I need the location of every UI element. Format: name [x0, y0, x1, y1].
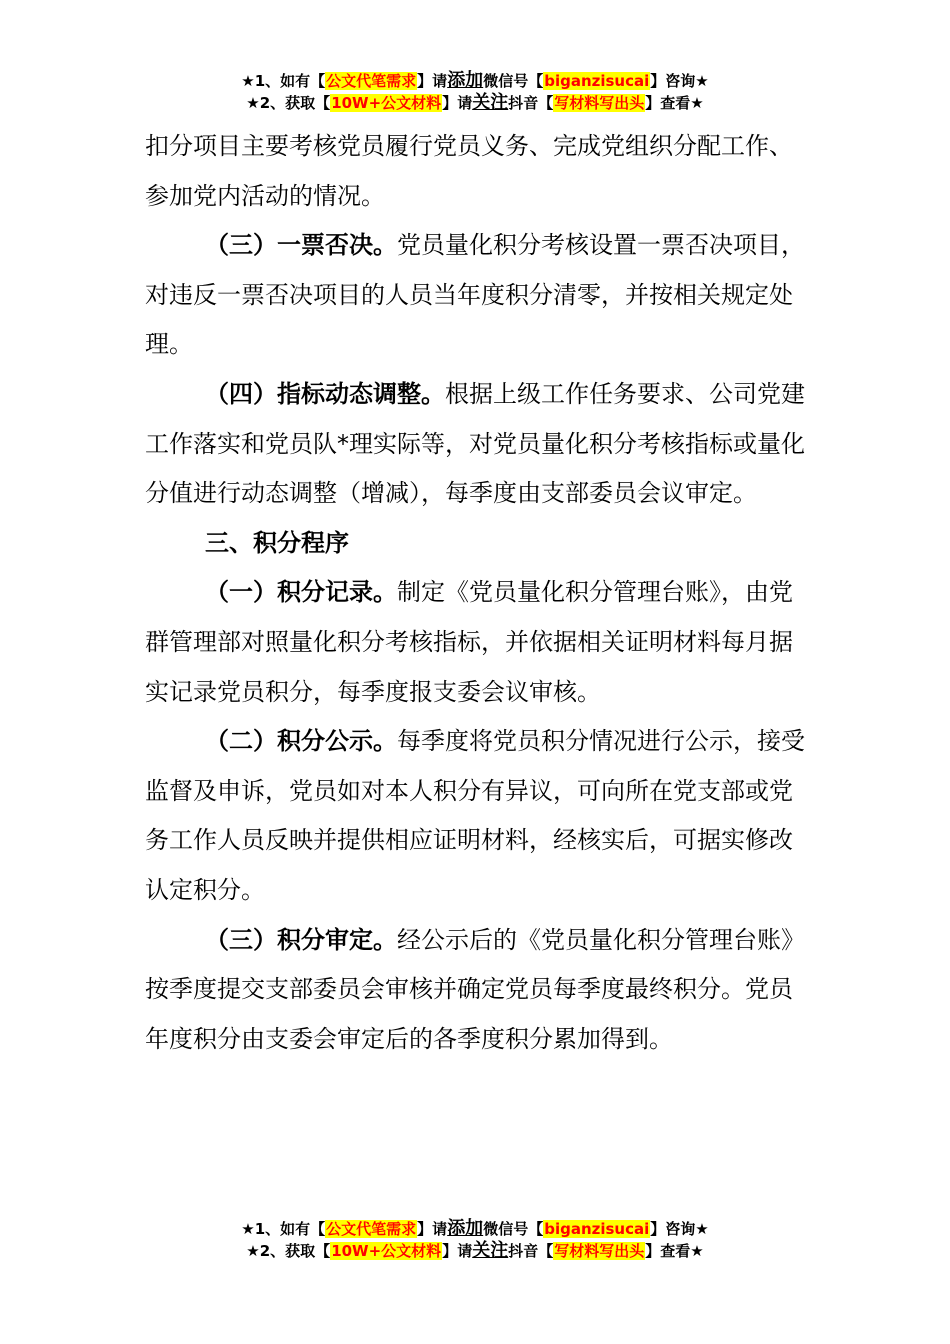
banner-emphasis: 添加 — [447, 70, 484, 91]
banner-text: 抖音【 — [508, 94, 554, 112]
banner-line-1 — [0, 1218, 950, 1240]
banner-text: 】查看★ — [645, 94, 704, 112]
banner-text: 微信号【 — [483, 1220, 544, 1238]
section-title: 三、积分程序 — [205, 528, 349, 557]
highlight-wechat-id: biganzisucai — [544, 72, 650, 90]
banner-text: 微信号【 — [483, 72, 544, 90]
banner-line-2 — [0, 1240, 950, 1262]
paragraph — [145, 568, 815, 717]
paragraph-text: 制定《党员量化积分管理台账》，由党群管理部对照量化积分考核指标，并依据相关证明材料每月据实记录党员积分，每季度报支委会议审核。 — [145, 578, 793, 706]
banner-text: 】请 — [442, 94, 473, 112]
paragraph-text: 根据上级工作任务要求、公司党建工作落实和党员队*理实际等，对党员量化积分考核指标或量化分值进行动态调整（增减），每季度由支部委员会议审定。 — [145, 379, 805, 508]
banner-text: 】请 — [442, 1242, 473, 1260]
banner-text: 】请 — [417, 72, 448, 90]
section-heading — [145, 519, 815, 569]
banner-text: 抖音【 — [508, 1242, 554, 1260]
highlight-wechat-id: biganzisucai — [544, 1220, 650, 1238]
paragraph-heading: （四）指标动态调整。 — [205, 379, 445, 408]
banner-text: ★2、获取【 — [246, 94, 331, 112]
highlight-douyin: 写材料写出头 — [554, 94, 645, 112]
paragraph — [145, 370, 815, 519]
banner-line-1 — [0, 70, 950, 92]
paragraph-text: 经公示后的《党员量化积分管理台账》按季度提交支部委员会审核并确定党员每季度最终积分。党员年度积分由支委会审定后的各季度积分累加得到。 — [145, 925, 805, 1053]
paragraph-text: 党员量化积分考核设置一票否决项目，对违反一票否决项目的人员当年度积分清零，并按相关规定处理。 — [145, 231, 805, 359]
paragraph — [145, 916, 815, 1065]
footer-banner — [0, 1218, 950, 1262]
paragraph — [145, 221, 815, 370]
banner-text: ★1、如有【 — [241, 1220, 326, 1238]
paragraph-text: 扣分项目主要考核党员履行党员义务、完成党组织分配工作、参加党内活动的情况。 — [145, 132, 793, 210]
banner-text: ★2、获取【 — [246, 1242, 331, 1260]
banner-emphasis: 添加 — [447, 1218, 484, 1239]
paragraph-heading: （二）积分公示。 — [205, 727, 397, 756]
highlight-service: 公文代笔需求 — [326, 72, 417, 90]
banner-text: 】咨询★ — [650, 72, 709, 90]
highlight-materials: 10W+公文材料 — [331, 1242, 442, 1260]
paragraph-text: 每季度将党员积分情况进行公示，接受监督及申诉，党员如对本人积分有异议，可向所在党支部或党务工作人员反映并提供相应证明材料，经核实后，可据实修改认定积分。 — [145, 727, 805, 904]
paragraph-heading: （三）一票否决。 — [205, 231, 397, 260]
paragraph — [145, 122, 815, 221]
paragraph-heading: （一）积分记录。 — [205, 578, 397, 607]
banner-line-2 — [0, 92, 950, 114]
paragraph — [145, 717, 815, 915]
banner-text: ★1、如有【 — [241, 72, 326, 90]
highlight-service: 公文代笔需求 — [326, 1220, 417, 1238]
banner-emphasis: 关注 — [472, 92, 509, 113]
banner-emphasis: 关注 — [472, 1240, 509, 1261]
header-banner — [0, 70, 950, 114]
banner-text: 】查看★ — [645, 1242, 704, 1260]
document-body — [145, 122, 815, 1064]
paragraph-heading: （三）积分审定。 — [205, 925, 397, 954]
banner-text: 】咨询★ — [650, 1220, 709, 1238]
highlight-materials: 10W+公文材料 — [331, 94, 442, 112]
highlight-douyin: 写材料写出头 — [554, 1242, 645, 1260]
banner-text: 】请 — [417, 1220, 448, 1238]
